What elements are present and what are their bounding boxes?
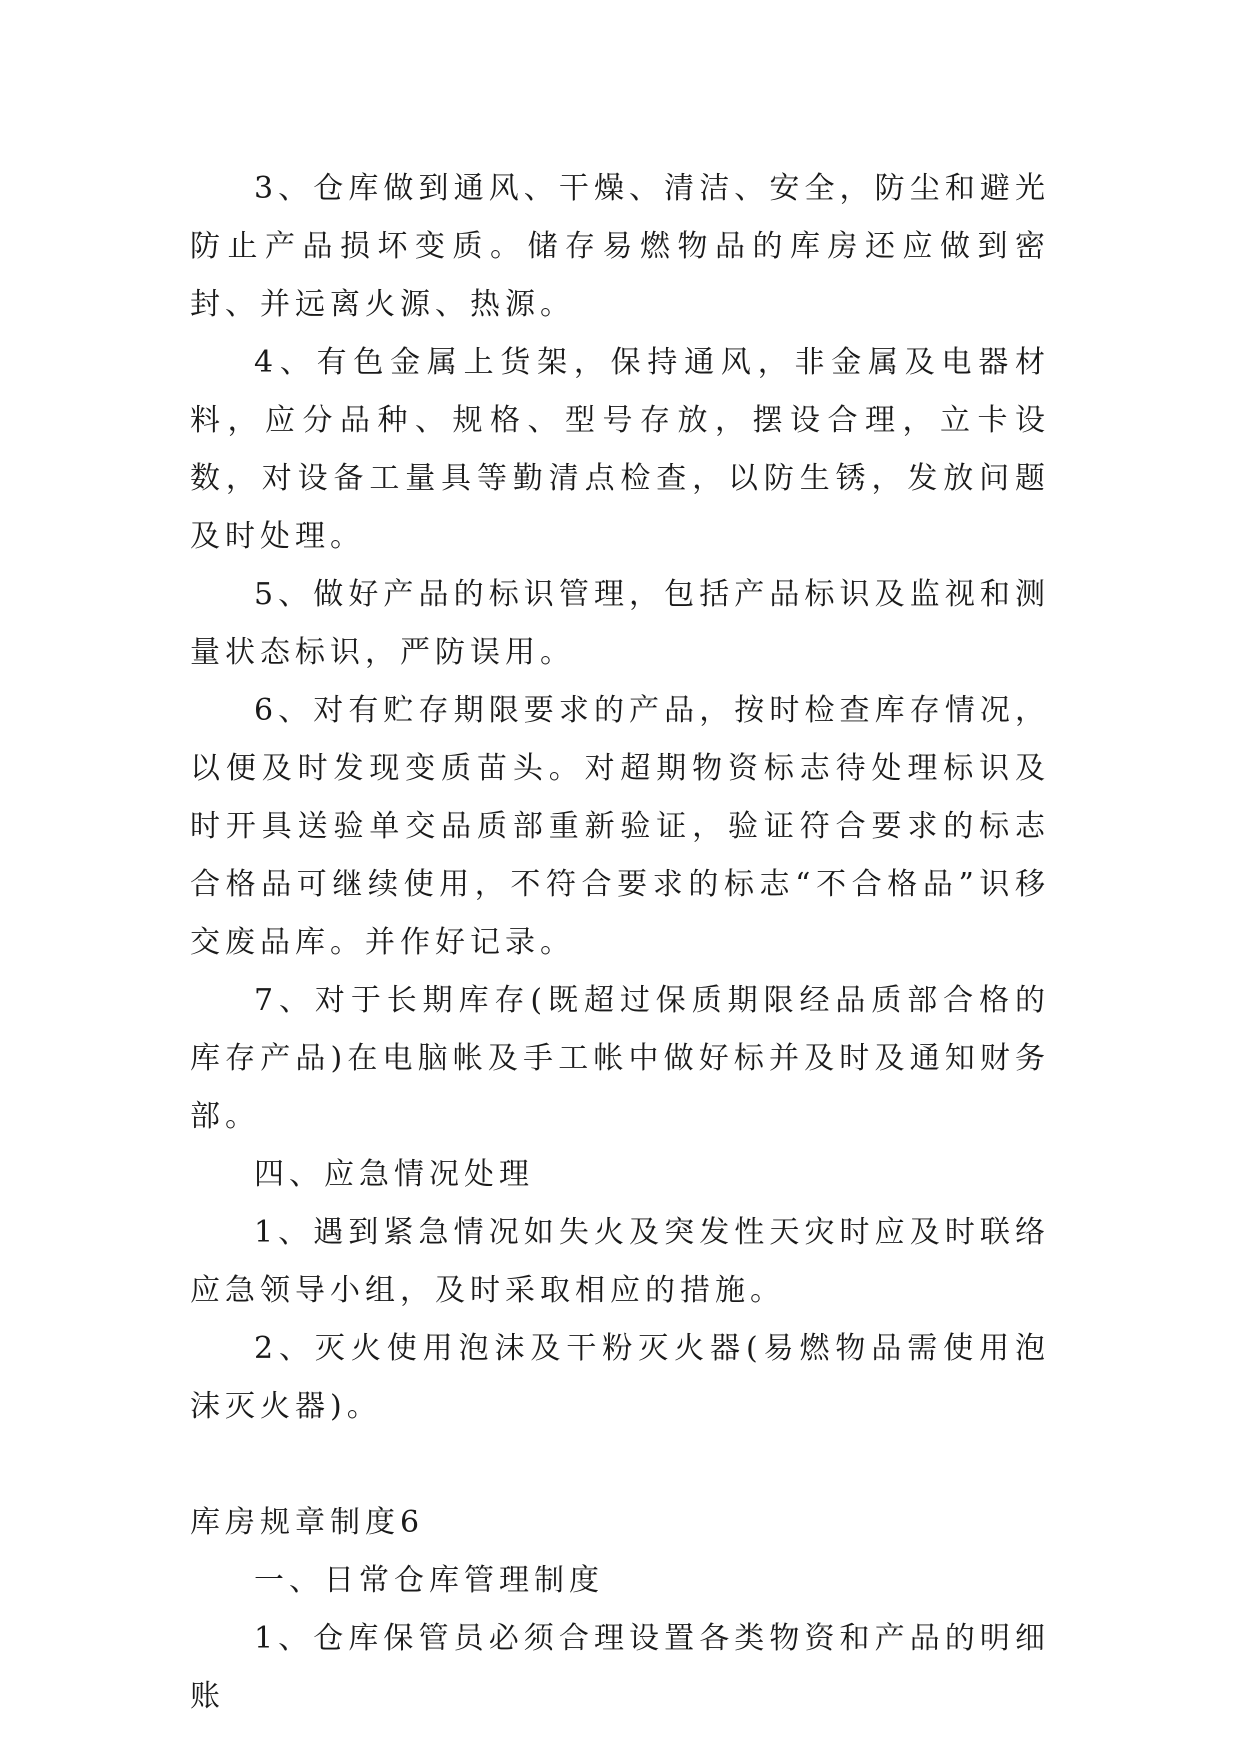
- paragraph-emergency-1: 1、遇到紧急情况如失火及突发性天灾时应及时联络应急领导小组，及时采取相应的措施。: [190, 1215, 1050, 1308]
- section-title: 库房规章制度6: [190, 1505, 425, 1540]
- paragraph-item-4: 4、有色金属上货架，保持通风，非金属及电器材料，应分品种、规格、型号存放，摆设合理，立卡设数，对设备工量具等勤清点检查，以防生锈，发放问题及时处理。: [190, 345, 1050, 554]
- paragraph-item-7: 7、对于长期库存(既超过保质期限经品质部合格的库存产品)在电脑帐及手工帐中做好标并及时及通知财务部。: [190, 983, 1050, 1134]
- paragraph-daily-1: 1、仓库保管员必须合理设置各类物资和产品的明细账: [190, 1621, 1050, 1714]
- paragraph-emergency-2: 2、灭火使用泡沫及干粉灭火器(易燃物品需使用泡沫灭火器)。: [190, 1331, 1050, 1424]
- section-heading-emergency: 四、应急情况处理: [254, 1157, 534, 1192]
- paragraph-item-6: 6、对有贮存期限要求的产品，按时检查库存情况，以便及时发现变质苗头。对超期物资标志待处理标识及时开具送验单交品质部重新验证，验证符合要求的标志合格品可继续使用，不符合要求的标志“不合格品”识移交废品库。并作好记录。: [190, 693, 1050, 960]
- section-spacer: [190, 1436, 1050, 1494]
- paragraph-item-3: 3、仓库做到通风、干燥、清洁、安全，防尘和避光防止产品损坏变质。储存易燃物品的库房还应做到密封、并远离火源、热源。: [190, 171, 1050, 322]
- paragraph-item-5: 5、做好产品的标识管理，包括产品标识及监视和测量状态标识，严防误用。: [190, 577, 1050, 670]
- subsection-heading-daily-management: 一、日常仓库管理制度: [254, 1563, 604, 1598]
- document-body: [190, 160, 1050, 1726]
